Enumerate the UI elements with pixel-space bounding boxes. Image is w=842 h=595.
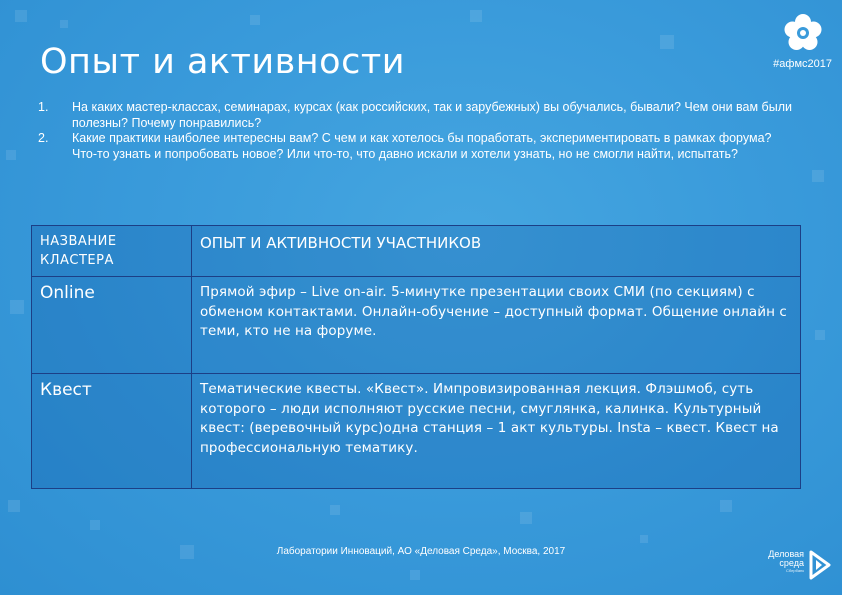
cluster-name-cell: Квест — [32, 374, 192, 489]
header-activities: ОПЫТ И АКТИВНОСТИ УЧАСТНИКОВ — [192, 226, 801, 277]
bg-square — [812, 170, 824, 182]
bg-square — [15, 10, 27, 22]
bg-square — [330, 505, 340, 515]
bg-square — [250, 15, 260, 25]
footer-text: Лаборатории Инноваций, АО «Деловая Среда», Москва, 2017 — [276, 546, 566, 557]
question-item — [38, 131, 798, 162]
questions-list — [38, 100, 798, 162]
table-row — [32, 277, 801, 374]
bg-square — [470, 10, 482, 22]
bg-square — [660, 35, 674, 49]
bg-square — [8, 500, 20, 512]
question-number: 2. — [38, 131, 49, 145]
bg-square — [6, 150, 16, 160]
question-text: Какие практики наиболее интересны вам? С чем и как хотелось бы поработать, экспериментировать в рамках форума? Что-то узнать и попробовать новое? Или что-то, что давно искали и хотели узнать, но не смогли найти, испытать? — [72, 131, 772, 161]
table-row — [32, 374, 801, 489]
question-text: На каких мастер-классах, семинарах, курсах (как российских, так и зарубежных) вы обучались, бывали? Чем они вам были полезны? Почему понравились? — [72, 100, 792, 130]
activities-cell: Тематические квесты. «Квест». Импровизированная лекция. Флэшмоб, суть которого – люди исполняют русские песни, смуглянка, калинка. Культурный квест: (веревочный курс)одна станция – 1 акт культуры. Insta – квест. Квест на профессиональную тематику. — [192, 374, 801, 489]
brand-name-text: Деловая среда — [768, 549, 804, 568]
bg-square — [10, 300, 24, 314]
hashtag: #афмс2017 — [773, 58, 832, 70]
bg-square — [60, 20, 68, 28]
activities-cell: Прямой эфир – Live on-air. 5-минутке презентации своих СМИ (по секциям) с обменом контактами. Онлайн-обучение – доступный формат. Общение онлайн с теми, кто не на форуме. — [192, 277, 801, 374]
bg-square — [90, 520, 100, 530]
table-header-row — [32, 226, 801, 277]
bg-square — [410, 570, 420, 580]
question-item — [38, 100, 798, 131]
bg-square — [640, 535, 648, 543]
play-triangle-icon — [808, 550, 832, 580]
question-number: 1. — [38, 100, 49, 114]
brand-logo — [759, 550, 834, 584]
bg-square — [815, 330, 825, 340]
brand-name — [764, 550, 804, 574]
slide-title: Опыт и активности — [40, 42, 405, 82]
brand-subtitle: Сбербанк — [786, 568, 804, 573]
clusters-table — [31, 225, 801, 489]
bg-square — [720, 500, 732, 512]
forum-flower-icon — [782, 12, 824, 54]
cluster-name-cell: Online — [32, 277, 192, 374]
bg-square — [520, 512, 532, 524]
header-cluster-name: НАЗВАНИЕ КЛАСТЕРА — [32, 226, 192, 277]
